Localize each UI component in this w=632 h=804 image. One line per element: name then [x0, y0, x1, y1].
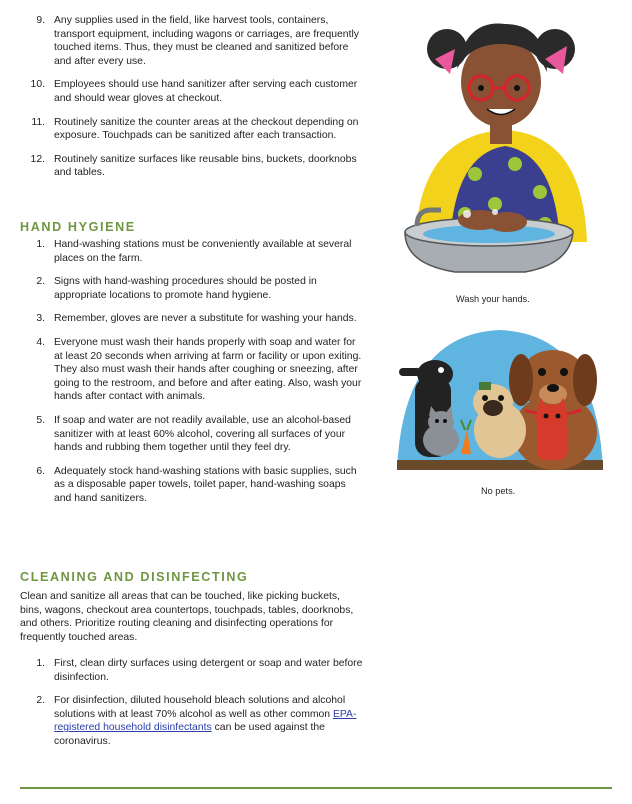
item-text: Hand-washing stations must be conveniently available at several places on the farm.: [54, 239, 352, 264]
item-number: 9.: [36, 15, 45, 26]
item-number: 1.: [36, 239, 45, 250]
hand-hygiene-heading: HAND HYGIENE: [20, 220, 136, 234]
item-text: [54, 694, 365, 748]
item-number: 2.: [36, 695, 45, 707]
item-number: 2.: [36, 276, 45, 288]
list-item: [20, 336, 365, 404]
list-item: [20, 312, 365, 326]
item-text: Any supplies used in the field, like harvest tools, containers, transport equipment, including wagons or carriages, are frequently touched items. Thus, they must be cleaned and sanitized before and after every use.: [54, 15, 359, 67]
item-number: 5.: [36, 414, 45, 426]
cleaning-list: [20, 657, 365, 749]
cleaning-intro: Clean and sanitize all areas that can be touched, like picking buckets, bins, wagons, checkout area countertops, touchpads, tables, doorknobs, and others. Prioritize routing cleaning and disinfecting operations for frequently touched areas.: [20, 591, 354, 643]
item-text: Routinely sanitize the counter areas at the checkout depending on exposure. Touchpads can be sanitized after each transaction.: [54, 116, 359, 142]
item-number: 11.: [31, 116, 45, 128]
item-text: Signs with hand-washing procedures should be posted in appropriate locations to promote hand hygiene.: [54, 276, 317, 301]
list-item: [20, 116, 365, 143]
item-text: Adequately stock hand-washing stations with basic supplies, such as a disposable paper towels, toilet paper, hand-washing soaps and hand sanitizers.: [54, 465, 357, 504]
item-number: 12.: [30, 153, 45, 165]
list-item: [20, 275, 365, 302]
footer-divider: [20, 787, 612, 789]
list-item: [20, 78, 365, 105]
wash-caption: Wash your hands.: [456, 294, 530, 304]
list-item: [20, 414, 365, 455]
list-item: [20, 14, 365, 68]
item-text: Everyone must wash their hands properly with soap and water for at least 20 seconds when arriving at farm or facility or upon exiting. They also must wash their hands after coughing or sneezing, after going to the restroom, and before and after eating. Also, wash your hands after contact with animals.: [54, 336, 362, 403]
item-text: First, clean dirty surfaces using detergent or soap and water before disinfection.: [54, 658, 363, 683]
item-text-before: For disinfection, diluted household bleach solutions and alcohol solutions with at least 70% alcohol as well as other common: [54, 695, 346, 720]
item-text: Employees should use hand sanitizer after serving each customer and should wear gloves at checkout.: [54, 79, 358, 104]
item-number: 4.: [36, 336, 45, 348]
list-item: [20, 153, 365, 180]
item-number: 6.: [36, 465, 45, 477]
handwashing-illustration: [395, 14, 595, 286]
cleaning-heading: CLEANING AND DISINFECTING: [20, 570, 249, 584]
list-item: [20, 238, 365, 265]
epa-disinfectants-link[interactable]: EPA-registered household disinfectants: [54, 708, 357, 734]
item-number: 10.: [30, 79, 45, 91]
item-text: Remember, gloves are never a substitute for washing your hands.: [54, 313, 357, 325]
hand-hygiene-list: [20, 238, 365, 506]
pets-illustration: [395, 322, 605, 472]
list-item: [20, 657, 365, 684]
list-item: [20, 694, 365, 748]
item-text: If soap and water are not readily available, use an alcohol-based sanitizer with at least 60% alcohol, covering all surfaces of your hands and rubbing them together until they feel dry.: [54, 414, 351, 454]
pets-caption: No pets.: [481, 486, 516, 496]
list-item: [20, 465, 365, 506]
item-text: Routinely sanitize surfaces like reusable bins, buckets, doorknobs and tables.: [54, 153, 357, 179]
item-number: 3.: [36, 313, 45, 325]
continued-list: [20, 14, 365, 180]
item-text-after: can be used against the coronavirus.: [54, 722, 325, 747]
item-number: 1.: [36, 658, 45, 669]
